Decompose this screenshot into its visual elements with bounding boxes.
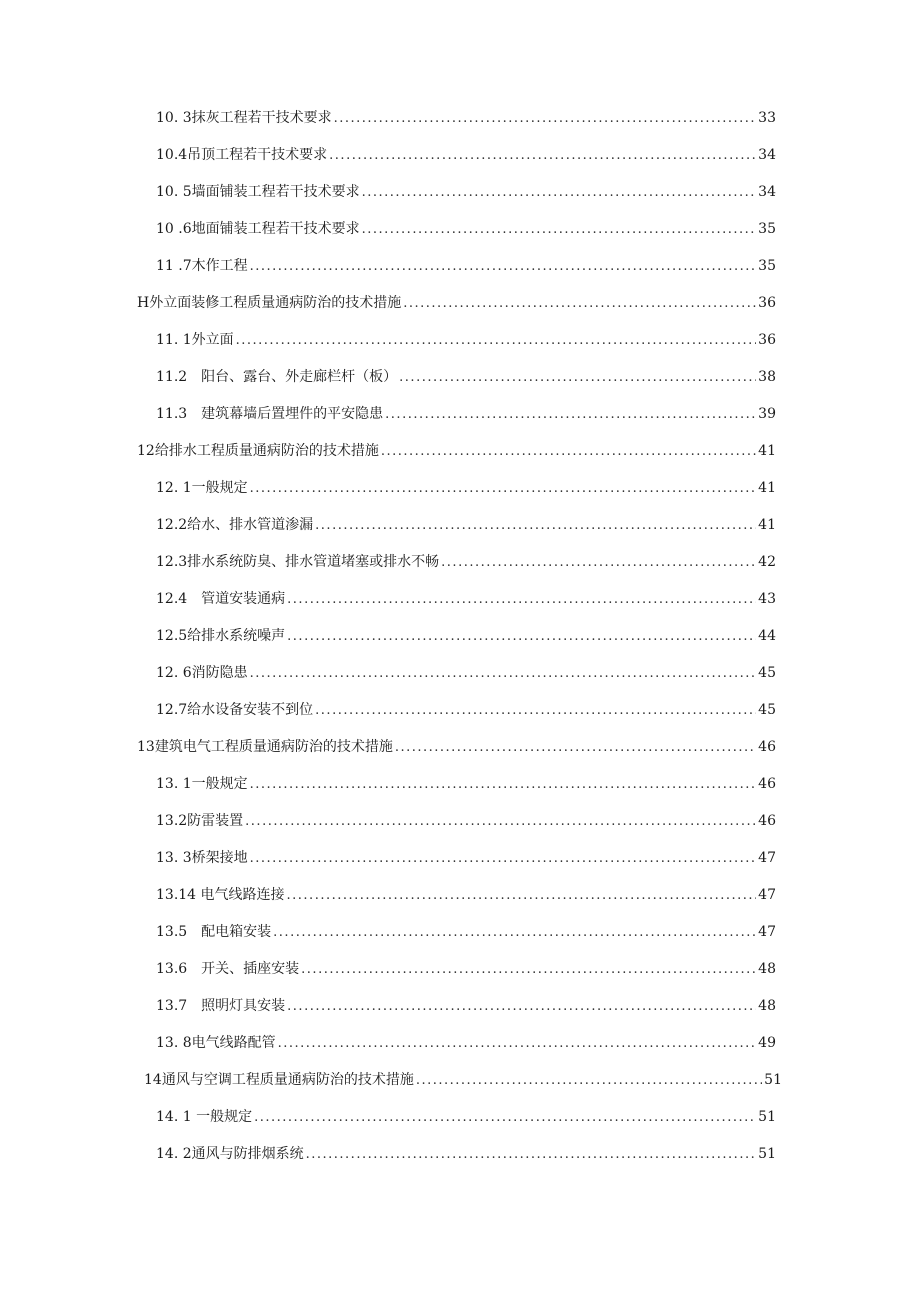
toc-page-number: 38 <box>758 369 776 385</box>
toc-page-number: 51 <box>758 1146 776 1162</box>
toc-entry[interactable] <box>156 255 776 277</box>
toc-dot-leader <box>254 1107 756 1129</box>
toc-entry[interactable] <box>156 514 776 536</box>
toc-page-number: 47 <box>758 887 776 903</box>
toc-page-number: 41 <box>758 443 776 459</box>
toc-entry[interactable] <box>156 588 776 610</box>
toc-entry-title: 11.2 阳台、露台、外走廊栏杆（板） <box>156 369 398 385</box>
toc-dot-leader <box>236 330 757 352</box>
toc-entry[interactable] <box>156 366 776 388</box>
toc-dot-leader <box>287 589 756 611</box>
toc-dot-leader <box>385 404 756 426</box>
toc-entry[interactable] <box>156 181 776 203</box>
toc-entry-title: 10.4吊顶工程若干技术要求 <box>156 147 328 163</box>
toc-entry-title: 12.5给排水系统噪声 <box>156 628 286 644</box>
toc-entry-title: 13.2防雷装置 <box>156 813 244 829</box>
toc-page-number: 39 <box>758 406 776 422</box>
toc-entry[interactable] <box>156 921 776 943</box>
toc-page-number: 36 <box>758 332 776 348</box>
toc-page-number: 47 <box>758 924 776 940</box>
toc-dot-leader <box>315 700 756 722</box>
toc-entry-title: 11.3 建筑幕墙后置埋件的平安隐患 <box>156 406 384 422</box>
toc-dot-leader <box>273 922 756 944</box>
toc-entry-title: 13.6 开关、插座安装 <box>156 961 300 977</box>
toc-entry-title: H外立面装修工程质量通病防治的技术措施 <box>137 295 402 311</box>
toc-page-number: 48 <box>758 961 776 977</box>
toc-page-number: 33 <box>758 110 776 126</box>
toc-entry[interactable] <box>156 847 776 869</box>
toc-dot-leader <box>287 996 756 1018</box>
toc-entry[interactable] <box>156 403 776 425</box>
toc-entry[interactable] <box>156 810 776 832</box>
toc-entry[interactable] <box>156 699 776 721</box>
toc-entry[interactable] <box>156 1106 776 1128</box>
toc-dot-leader <box>334 108 757 130</box>
toc-dot-leader <box>362 219 757 241</box>
toc-entry[interactable] <box>156 477 776 499</box>
toc-dot-leader <box>278 1033 757 1055</box>
toc-page-number: 35 <box>758 258 776 274</box>
toc-entry[interactable] <box>137 736 776 758</box>
toc-entry-title: 14. 2通风与防排烟系统 <box>156 1146 304 1162</box>
toc-entry-title: 13. 3桥架接地 <box>156 850 248 866</box>
toc-entry[interactable] <box>156 995 776 1017</box>
toc-entry[interactable] <box>156 662 776 684</box>
toc-entry[interactable] <box>156 107 776 129</box>
toc-entry-title: 12. 1一般规定 <box>156 480 248 496</box>
toc-dot-leader <box>250 256 757 278</box>
toc-page-number: 41 <box>758 517 776 533</box>
toc-page-number: 46 <box>758 776 776 792</box>
toc-dot-leader <box>287 626 756 648</box>
toc-dot-leader <box>250 663 757 685</box>
toc-dot-leader <box>416 1070 762 1092</box>
toc-page-number: 45 <box>758 665 776 681</box>
toc-dot-leader <box>250 774 757 796</box>
toc-entry-title: 13建筑电气工程质量通病防治的技术措施 <box>137 739 393 755</box>
toc-dot-leader <box>329 145 756 167</box>
toc-entry[interactable] <box>156 1032 776 1054</box>
toc-page-number: 47 <box>758 850 776 866</box>
toc-page-number: 42 <box>758 554 776 570</box>
toc-entry[interactable] <box>144 1069 782 1091</box>
toc-page-number: 36 <box>758 295 776 311</box>
toc-entry[interactable] <box>156 329 776 351</box>
toc-entry-title: 12.7给水设备安装不到位 <box>156 702 314 718</box>
toc-entry-title: 12. 6消防隐患 <box>156 665 248 681</box>
toc-entry[interactable] <box>156 958 776 980</box>
toc-dot-leader <box>403 293 756 315</box>
toc-entry-title: 13.5 配电箱安装 <box>156 924 272 940</box>
toc-dot-leader <box>441 552 756 574</box>
toc-page-number: 46 <box>758 739 776 755</box>
toc-entry[interactable] <box>156 884 776 906</box>
toc-entry-title: 12.2给水、排水管道渗漏 <box>156 517 314 533</box>
toc-entry-title: 12给排水工程质量通病防治的技术措施 <box>137 443 379 459</box>
toc-page-number: 51 <box>758 1109 776 1125</box>
toc-entry-title: 13. 8电气线路配管 <box>156 1035 276 1051</box>
toc-page-number: 43 <box>758 591 776 607</box>
toc-entry-title: 14. 1 一般规定 <box>156 1109 253 1125</box>
toc-entry-title: 14通风与空调工程质量通病防治的技术措施 <box>144 1072 414 1088</box>
toc-dot-leader <box>306 1144 757 1166</box>
toc-entry-title: 13.7 照明灯具安装 <box>156 998 286 1014</box>
toc-page-number: 51 <box>764 1072 782 1088</box>
toc-entry-title: 13.14 电气线路连接 <box>156 887 285 903</box>
toc-dot-leader <box>381 441 756 463</box>
toc-page-number: 46 <box>758 813 776 829</box>
toc-entry[interactable] <box>156 773 776 795</box>
toc-dot-leader <box>315 515 756 537</box>
toc-entry-title: 13. 1一般规定 <box>156 776 248 792</box>
toc-entry-title: 10. 5墙面铺装工程若干技术要求 <box>156 184 360 200</box>
toc-entry-title: 10 .6地面铺装工程若干技术要求 <box>156 221 360 237</box>
toc-entry[interactable] <box>156 144 776 166</box>
toc-dot-leader <box>250 478 757 500</box>
toc-page-number: 34 <box>758 184 776 200</box>
toc-entry[interactable] <box>156 551 776 573</box>
toc-page-number: 49 <box>758 1035 776 1051</box>
toc-dot-leader <box>395 737 756 759</box>
toc-dot-leader <box>301 959 756 981</box>
toc-entry[interactable] <box>137 292 776 314</box>
toc-page-number: 35 <box>758 221 776 237</box>
toc-entry[interactable] <box>156 625 776 647</box>
toc-dot-leader <box>245 811 756 833</box>
toc-page-number: 45 <box>758 702 776 718</box>
toc-page-number: 44 <box>758 628 776 644</box>
toc-entry-title: 10. 3抹灰工程若干技术要求 <box>156 110 332 126</box>
toc-entry[interactable] <box>137 440 776 462</box>
toc-page-number: 48 <box>758 998 776 1014</box>
toc-dot-leader <box>250 848 757 870</box>
toc-dot-leader <box>399 367 756 389</box>
toc-entry-title: 12.3排水系统防臭、排水管道堵塞或排水不畅 <box>156 554 440 570</box>
toc-page-number: 41 <box>758 480 776 496</box>
toc-entry-title: 11. 1外立面 <box>156 332 234 348</box>
toc-entry-title: 12.4 管道安装通病 <box>156 591 286 607</box>
toc-dot-leader <box>362 182 757 204</box>
toc-page-number: 34 <box>758 147 776 163</box>
toc-entry[interactable] <box>156 1143 776 1165</box>
toc-entry[interactable] <box>156 218 776 240</box>
toc-dot-leader <box>287 885 757 907</box>
toc-entry-title: 11 .7木作工程 <box>156 258 248 274</box>
